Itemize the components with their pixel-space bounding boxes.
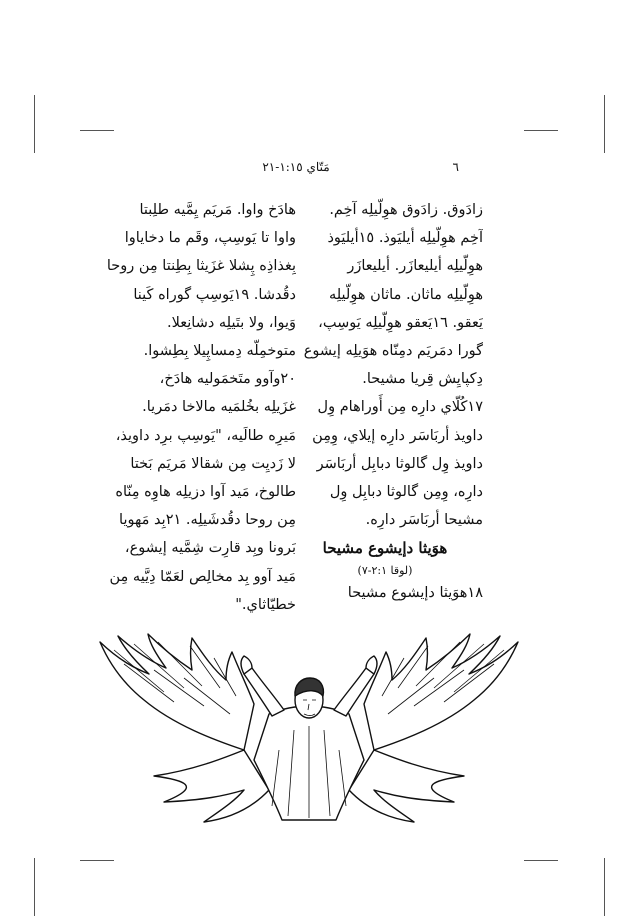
text-line: هوِلّيلِه ماثان. ماثان هوِلّيلِه bbox=[328, 286, 483, 303]
section-heading: هوَيثا دإيشوع مشيحا bbox=[322, 539, 448, 558]
crop-mark bbox=[604, 95, 605, 153]
text-line: مَيد آوو بِد مخالِص لعَمّا دِيَّيه مِن bbox=[109, 568, 296, 585]
text-line: گورا دمَريَم دمِنّاه هوَيلِه إيشوع bbox=[303, 343, 483, 360]
crop-mark bbox=[80, 860, 114, 861]
text-column-left bbox=[100, 196, 296, 619]
text-line: مشيحا أربَاسَر دارِه. bbox=[365, 512, 483, 529]
text-line: ١٧كُلّاي دارِه مِن أَوراهام وِل bbox=[317, 399, 483, 416]
text-line: مَيرِه طالَيه، "يَوسِپ برِد داويذ، bbox=[115, 427, 296, 444]
text-line: دقُدشا. ١٩يَوسِپ گوراه كَينا bbox=[133, 286, 296, 303]
left-lower-wing bbox=[154, 750, 269, 822]
text-line: طالوخ، مَيد آوا دزيلِه هاوِه مِنّاه bbox=[115, 484, 296, 501]
crop-mark bbox=[524, 130, 558, 131]
text-line: متوخمِلّه دِمساپِيلا بِطِشوا. bbox=[143, 343, 296, 360]
right-wing bbox=[364, 634, 518, 750]
section-reference: (لوقا ٢:١-٧) bbox=[357, 563, 413, 577]
text-line: زادَوق. زادَوق هوِلّيلِه آخِم. bbox=[329, 202, 483, 218]
text-line: دِكپايِش قِريا مشيحا. bbox=[362, 371, 483, 388]
text-line: آخِم هوِلّيلِه أيليَوذ. ١٥أيليَوذ bbox=[327, 230, 483, 247]
text-column-right bbox=[287, 196, 483, 607]
text-line: وَيوا، ولا بتَيلِه دشانِعلا. bbox=[166, 314, 296, 331]
text-line: بَرونا وبِد قارِت شِمَّيه إيشوع، bbox=[124, 540, 296, 557]
running-title: مَتّاي ١:١٥-٢١ bbox=[262, 160, 330, 174]
angel-illustration bbox=[94, 630, 524, 826]
text-line: خطيّاثاي." bbox=[235, 596, 296, 613]
text-line: داويذ وِل گالوثا دبابِل أربَاسَر bbox=[316, 455, 483, 472]
text-line: دارِه، وِمِن گالوثا دبابِل وِل bbox=[329, 484, 483, 501]
text-line: هوِلّيلِه أيليعازَر. أيليعازَر bbox=[347, 258, 483, 275]
text-line: مِن روحا دقُدشَيلِه. ٢١بِد مَهويا bbox=[119, 512, 296, 529]
text-line: ١٨هوَيثا دإيشوع مشيحا bbox=[347, 584, 483, 601]
crop-mark bbox=[604, 858, 605, 916]
crop-mark bbox=[524, 860, 558, 861]
text-line: لا زَديِت مِن شقالا مَريَم بَختا bbox=[130, 455, 296, 472]
text-line: واوا تا يَوسِپ، وقَم ما دخاياوا bbox=[124, 230, 296, 247]
text-line: غزَيلِه بخُلمَيه مالاخا دمَريا. bbox=[142, 399, 296, 416]
text-line: هادَخ واوا. مَريَم يِمَّيه طلِبتا bbox=[139, 202, 296, 218]
page-number: ٦ bbox=[452, 160, 459, 174]
right-lower-wing bbox=[349, 750, 464, 822]
text-line: ٢٠وآوو متَخمَوليه هادَخ، bbox=[159, 371, 296, 388]
crop-mark bbox=[34, 858, 35, 916]
left-wing bbox=[100, 634, 254, 750]
crop-mark bbox=[80, 130, 114, 131]
crop-mark bbox=[34, 95, 35, 153]
text-line: يَعقو. ١٦يَعقو هوِلّيلِه يَوسِپ، bbox=[318, 314, 483, 331]
text-line: بِغذاذِه پِشلا غزَيثا بِطِنتا مِن روحا bbox=[106, 258, 296, 275]
text-line: داويذ أربَاسَر دارِه إيلاي، وِمِن bbox=[312, 427, 483, 444]
